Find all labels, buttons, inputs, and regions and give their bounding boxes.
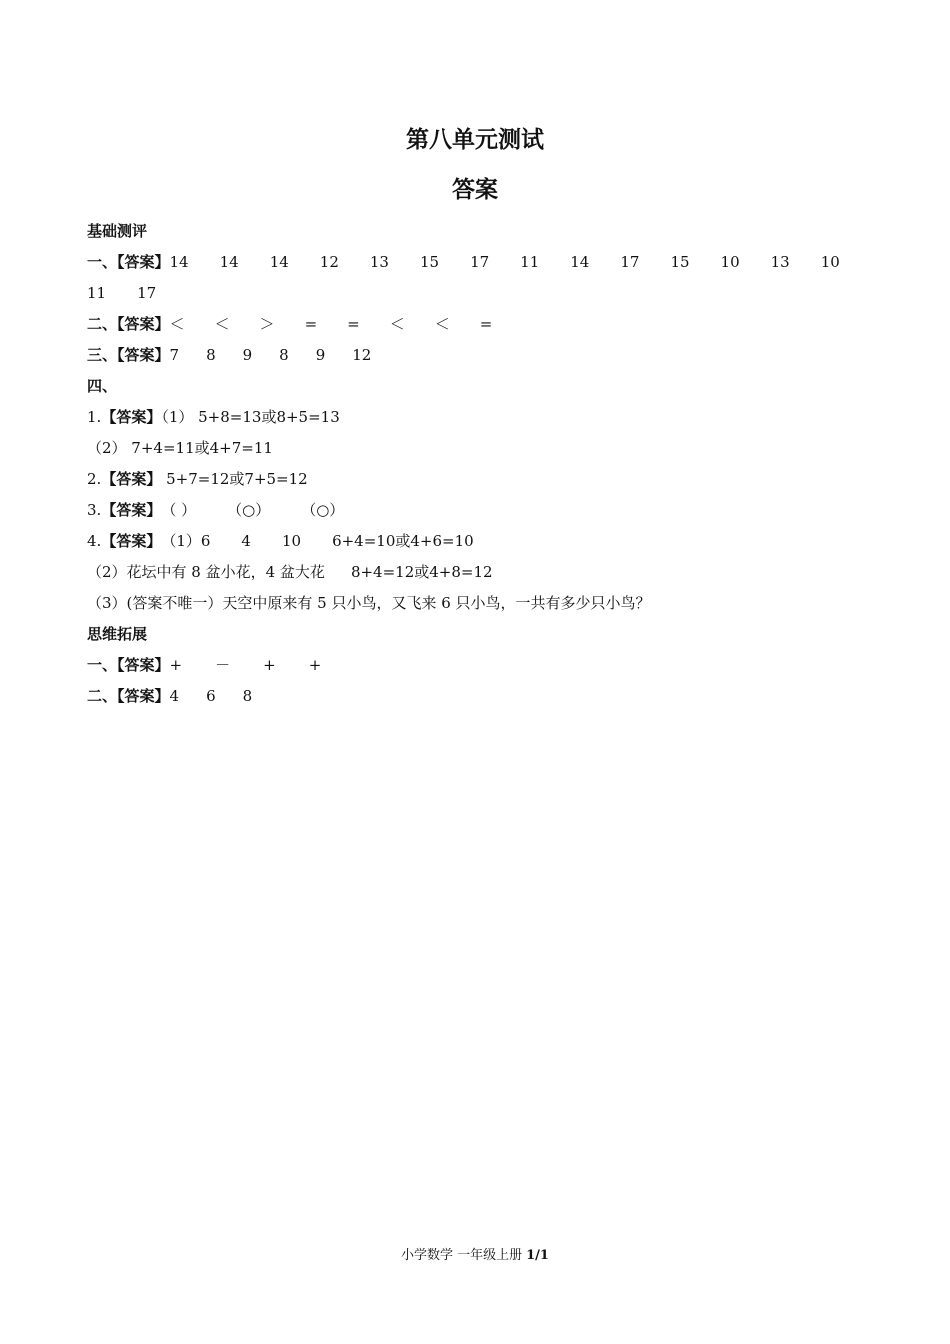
answer-extend-1 [87, 650, 877, 681]
answer-value: 13 [369, 253, 389, 271]
answer-text: （2）花坛中有 8 盆小花，4 盆大花 [87, 563, 325, 581]
answer-value: 14 [169, 253, 189, 271]
answer-value: 12 [319, 253, 339, 271]
item-number: 3. [87, 501, 102, 519]
item-number: 1. [87, 408, 102, 426]
answer-text: （2） 7+4=11或4+7=11 [87, 439, 273, 457]
answer-label: 二、【答案】 [87, 687, 170, 705]
answer-content [87, 216, 877, 712]
answer-basic-1-row1 [87, 247, 877, 278]
answer-value: 7 [169, 346, 180, 364]
answer-basic-3 [87, 340, 877, 371]
page-subtitle: 答案 [452, 177, 498, 203]
answer-value: ＜ [169, 315, 185, 333]
answer-value: 14 [219, 253, 239, 271]
section-heading-extend: 思维拓展 [87, 625, 148, 643]
answer-4-4-part2 [87, 557, 877, 588]
answer-value: 11 [87, 284, 107, 302]
answer-label: 二、【答案】 [87, 315, 170, 333]
answer-label: 【答案】 [101, 470, 162, 488]
answer-value: 13 [770, 253, 790, 271]
page-footer [0, 1246, 950, 1266]
answer-value: 14 [269, 253, 289, 271]
answer-value: ＜ [434, 315, 450, 333]
answer-text: 5+7=12或7+5=12 [161, 470, 308, 488]
answer-value: = [479, 315, 493, 333]
answer-label: 三、【答案】 [87, 346, 170, 364]
answer-value: 8 [242, 687, 253, 705]
answer-4-4-part1 [87, 526, 877, 557]
answer-equation: 8+4=12或4+8=12 [350, 563, 493, 581]
answer-value: ＜ [389, 315, 405, 333]
answer-value: 17 [470, 253, 490, 271]
question-4-heading: 四、 [87, 377, 118, 395]
answer-value: 12 [352, 346, 372, 364]
answer-text: （1） 5+8=13或8+5=13 [161, 408, 340, 426]
answer-value: + [308, 656, 322, 674]
answer-value: = [304, 315, 318, 333]
answer-value: 9 [315, 346, 326, 364]
answer-value: 15 [419, 253, 440, 271]
answer-label: 【答案】 [101, 501, 162, 519]
answer-value: 17 [620, 253, 640, 271]
answer-value: （○） [301, 501, 345, 519]
answer-value: = [347, 315, 360, 333]
answer-value: 6+4=10或4+6=10 [332, 532, 474, 550]
answer-value: － [215, 656, 231, 674]
answer-value: 9 [242, 346, 253, 364]
answer-value: 4 [241, 532, 251, 550]
answer-text: （3）(答案不唯一）天空中原来有 5 只小鸟，又飞来 6 只小鸟，一共有多少只小鸟？ [87, 594, 651, 612]
section-heading-basic: 基础测评 [87, 222, 148, 240]
answer-basic-2 [87, 309, 877, 340]
footer-text: 小学数学 一年级上册 [401, 1248, 523, 1263]
answer-4-1-part1 [87, 402, 877, 433]
answer-basic-1-row2 [87, 278, 877, 309]
answer-value: （1）6 [161, 532, 211, 550]
footer-page-number: 1/1 [526, 1248, 549, 1263]
answer-value: 11 [520, 253, 540, 271]
answer-value: 4 [169, 687, 180, 705]
answer-value: （ ） [161, 501, 197, 519]
answer-4-2 [87, 464, 877, 495]
item-number: 2. [87, 470, 102, 488]
answer-value: 10 [720, 253, 740, 271]
answer-value: ＞ [259, 315, 275, 333]
answer-4-4-part3 [87, 588, 877, 619]
page-title: 第八单元测试 [406, 127, 544, 153]
answer-value: （○） [227, 501, 271, 519]
answer-label: 一、【答案】 [87, 253, 170, 271]
answer-4-1-part2 [87, 433, 877, 464]
answer-value: + [263, 656, 276, 674]
answer-value: 10 [820, 253, 840, 271]
answer-value: 17 [137, 284, 157, 302]
answer-label: 【答案】 [101, 532, 162, 550]
item-number: 4. [87, 532, 102, 550]
answer-label: 【答案】 [101, 408, 162, 426]
answer-4-3 [87, 495, 877, 526]
answer-value: + [169, 656, 183, 674]
answer-value: 8 [279, 346, 289, 364]
answer-value: 14 [570, 253, 590, 271]
answer-label: 一、【答案】 [87, 656, 170, 674]
answer-value: 6 [206, 687, 216, 705]
answer-value: 10 [281, 532, 302, 550]
answer-value: 8 [206, 346, 216, 364]
answer-value: 15 [670, 253, 690, 271]
answer-extend-2 [87, 681, 877, 712]
answer-value: ＜ [214, 315, 230, 333]
